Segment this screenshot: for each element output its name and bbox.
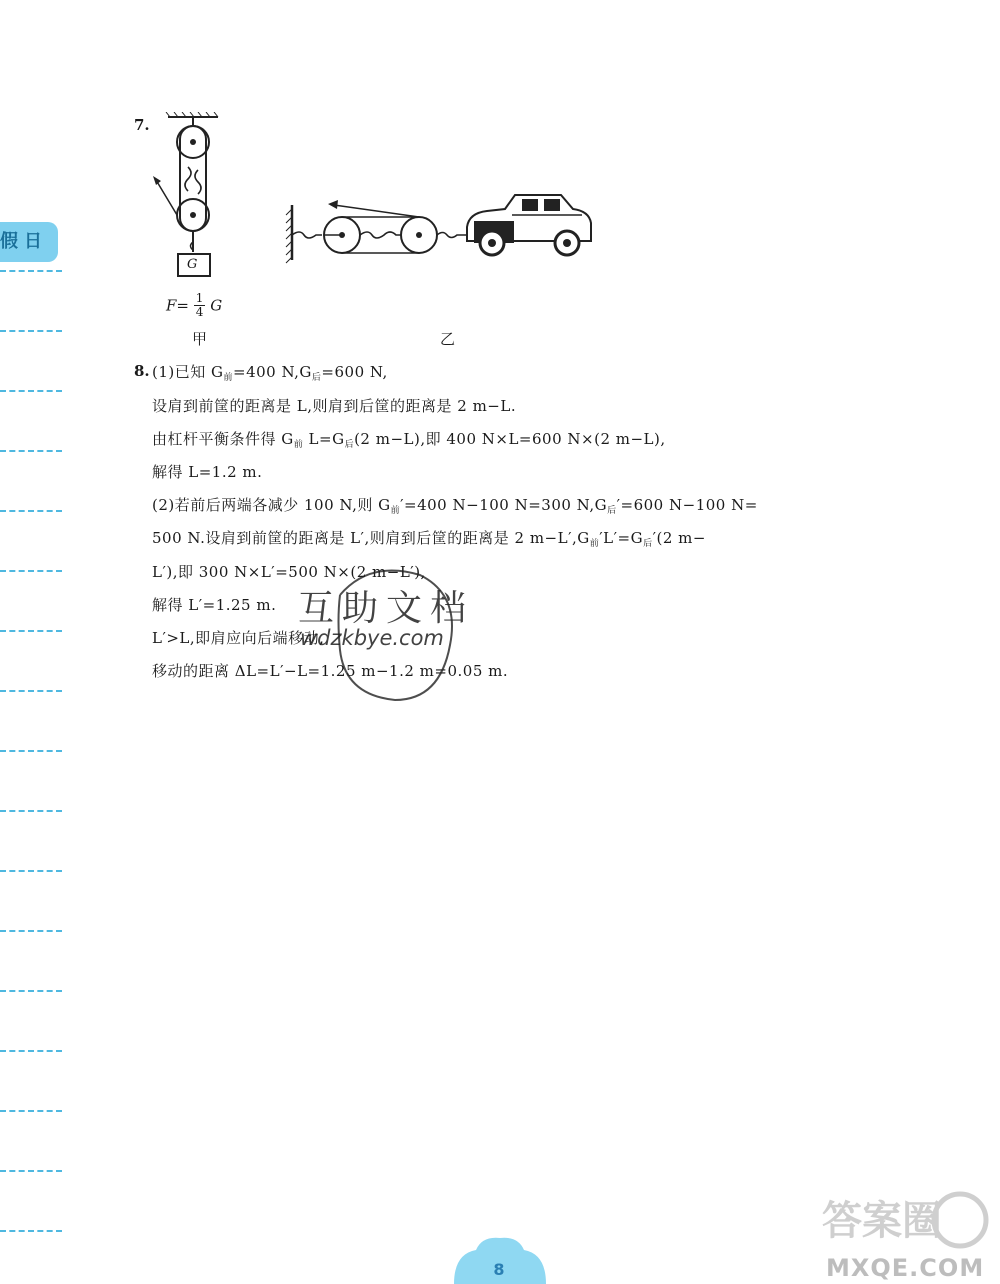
answer-line-2: 设肩到前筐的距离是 L,则肩到后筐的距离是 2 m−L. (152, 397, 517, 415)
answer-line-10: 移动的距离 ΔL=L′−L=1.25 m−1.2 m=0.05 m. (152, 662, 509, 680)
formula-rhs: G (210, 296, 223, 315)
watermark-url: MXQE.COM (826, 1254, 985, 1282)
figure-b-caption: 乙 (440, 330, 456, 348)
figure-a-caption: 甲 (192, 330, 208, 348)
answer-line-3: 由杠杆平衡条件得 $G_前$ $L=G_后(2$ m−L),即 400 N×L=600 N×(2 m−L), (152, 430, 666, 450)
answer-line-8: 解得 L′=1.25 m. (152, 596, 277, 614)
answer-line-4: 解得 L=1.2 m. (152, 463, 263, 481)
weight-box-label: G (187, 257, 198, 272)
side-tab: 假日 (0, 222, 58, 262)
stamp-line-1: 互助文档 (298, 588, 475, 629)
answer-line-6: 500 N.设肩到前筐的距离是 L′,则肩到后筐的距离是 2 $m-L',G_前'L'=G_后'(2$ m− (152, 529, 706, 549)
formula-numerator: 1 (195, 291, 204, 305)
question-8-number: 8. (134, 362, 150, 380)
formula-f (166, 292, 222, 319)
pulley-figure-b (282, 185, 592, 265)
question-7-number: 7. (134, 116, 150, 134)
answer-line-1: (1)已知 $G_前=400$ $N,G_后=600$ N, (152, 363, 388, 383)
formula-lhs: F= (166, 296, 189, 315)
answer-line-5: (2)若前后两端各减少 100 N,则 $G_前'=400$ N−100 N=300 $N,G_后'=600$ N−100 N= (152, 496, 758, 516)
svg-text:答案圈: 答案圈 (822, 1198, 942, 1244)
formula-denominator: 4 (195, 305, 204, 319)
page-number: 8 (493, 1260, 505, 1279)
answer-line-9: L′>L,即肩应向后端移动, (152, 629, 325, 647)
answer-line-7: L′),即 300 N×L′=500 N×(2 m−L′), (152, 563, 426, 581)
stamp-line-2: wdzkbye.com (300, 626, 444, 650)
